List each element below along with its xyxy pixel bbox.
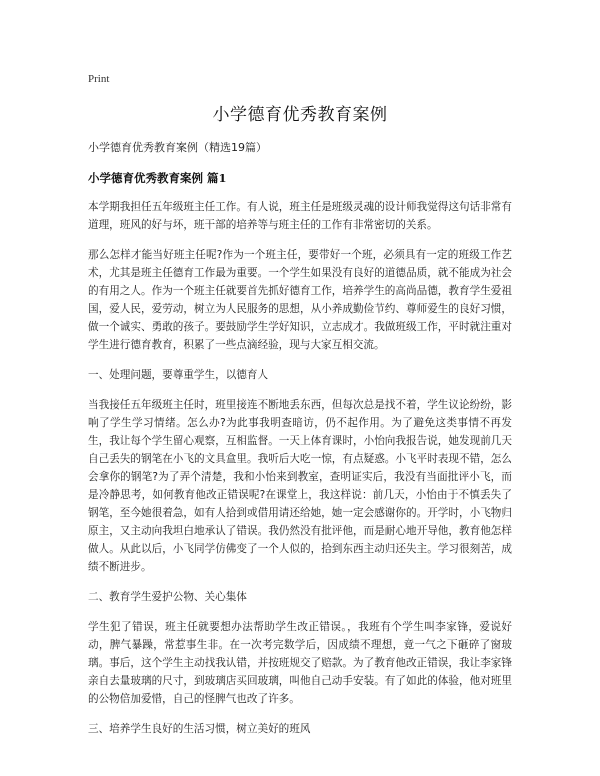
section-heading-1: 一、处理问题，要尊重学生，以德育人 <box>88 369 269 381</box>
paragraph-approach: 那么怎样才能当好班主任呢?作为一个班主任，要带好一个班，必须具有一定的班级工作艺术，尤其是班主任德育工作最为重要。一个学生如果没有良好的道德品质，就不能成为社会的有用之人。作为一个班主任就要首先抓好德育工作，培养学生的高尚品德，教育学生爱祖国，爱人民，爱劳动，树立为人民服务的思想，从小养成勤俭节约、尊师爱生的良好习惯，做一个诚实、勇敢的孩子。要鼓励学生学好知识，立志成才。我做班级工作，平时就注重对学生进行德育教育，积累了一些点滴经验，现与大家互相交流。 <box>88 249 512 351</box>
article-heading: 小学德育优秀教育案例 篇1 <box>88 171 227 185</box>
paragraph-intro: 本学期我担任五年级班主任工作。有人说，班主任是班级灵魂的设计师我觉得这句话非常有道理，班风的好与坏，班干部的培养等与班主任的工作有非常密切的关系。 <box>88 201 512 231</box>
document-title: 小学德育优秀教育案例 <box>212 105 388 125</box>
document-subtitle: 小学德育优秀教育案例（精选19篇） <box>88 141 267 154</box>
print-label: Print <box>88 73 110 85</box>
paragraph-section-2: 学生犯了错误，班主任就要想办法帮助学生改正错误。，我班有个学生叫李家锋，爱说好动，脾气暴躁，常惹事生非。在一次考完数学后，因成绩不理想，竟一气之下砸碎了窗玻璃。事后，这个学生主动找我认错，并按班规交了赔款。为了教育他改正错误，我让李家锋亲自去量玻璃的尺寸，到玻璃店买回玻璃，叫他自己动手安装。有了如此的体验，他对班里的公物倍加爱惜，自己的怪脾气也改了许多。 <box>88 621 512 705</box>
paragraph-section-1: 当我接任五年级班主任时，班里接连不断地丢东西，但每次总是找不着，学生议论纷纷，影响了学生学习情绪。怎么办?为此事我明查暗访，仍不起作用。为了避免这类事情不再发生，我让每个学生留心观察，互相监督。一天上体育课时，小怡向我报告说，她发现前几天自己丢失的钢笔在小飞的文具盒里。我听后大吃一惊，有点疑惑。小飞平时表现不错，怎么会拿你的钢笔?为了弄个清楚，我和小怡来到教室，查明证实后，我没有当面批评小飞，而是冷静思考，如何教育他改正错误呢?在课堂上，我这样说：前几天，小怡由于不慎丢失了钢笔，至今她很着急，如有人拾到或借用请还给她，她一定会感谢你的。开学时，小飞物归原主，又主动向我坦白地承认了错误。我仍然没有批评他，而是耐心地开导他，教育他怎样做人。从此以后，小飞同学仿佛变了一个人似的，拾到东西主动归还失主。学习很刻苦，成绩不断进步。 <box>88 399 512 573</box>
section-heading-3: 三、培养学生良好的生活习惯，树立美好的班风 <box>88 723 311 735</box>
section-heading-2: 二、教育学生爱护公物、关心集体 <box>88 591 247 603</box>
